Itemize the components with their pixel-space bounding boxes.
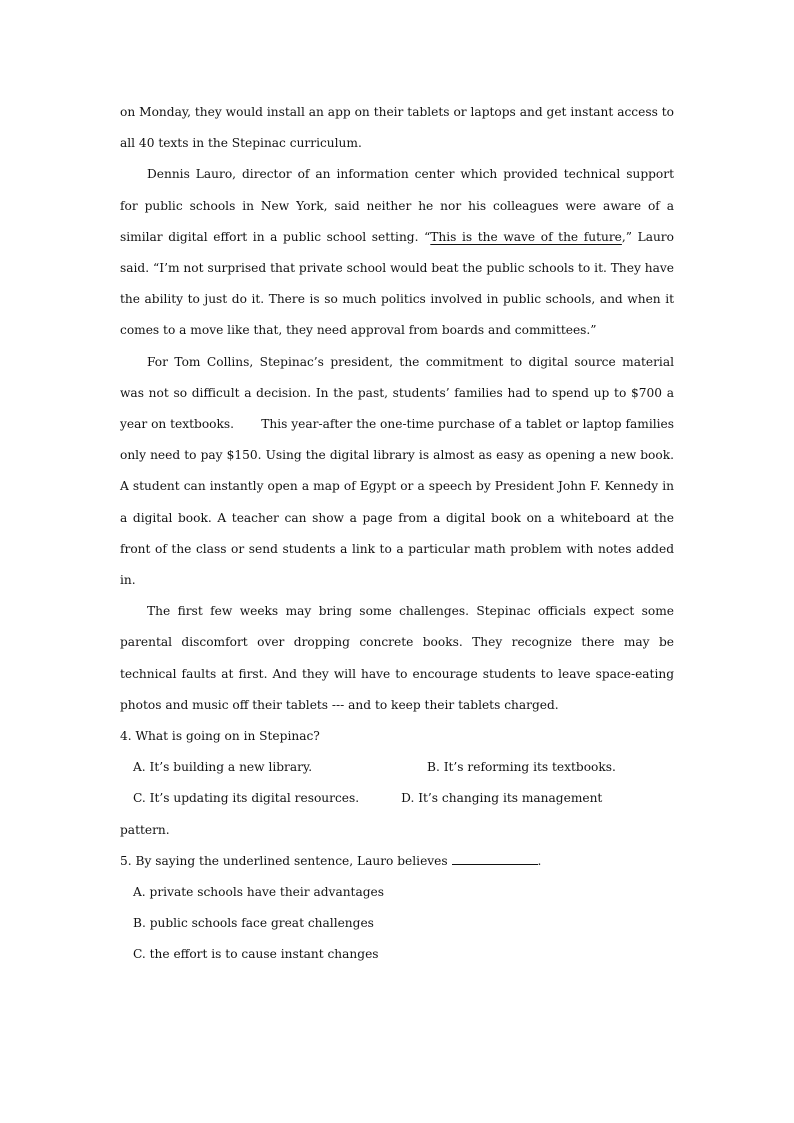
question-4-options-cd (120, 783, 674, 814)
paragraph-1: on Monday, they would install an app on their tablets or laptops and get instant access to all 40 texts in the Stepinac curriculum. (120, 105, 674, 151)
question-4-option-d-wrap: pattern. (120, 822, 170, 837)
question-4-option-b[interactable]: B. It’s reforming its textbooks. (427, 760, 616, 775)
question-5-option-c[interactable]: C. the effort is to cause instant changes (133, 947, 379, 962)
paragraph-2 (120, 159, 674, 346)
answer-blank (452, 852, 538, 865)
underlined-sentence: This is the wave of the future (430, 229, 622, 244)
question-5-option-a[interactable]: A. private schools have their advantages (133, 885, 384, 900)
paragraph-4: The first few weeks may bring some challenges. Stepinac officials expect some parental discomfort over dropping concrete books. They recognize there may be technical faults at first. And they will have to encourage students to leave space-eating photos and music off their tablets --- and to keep their tablets charged. (120, 604, 674, 712)
document-page (120, 97, 678, 971)
question-5-stem-text: 5. By saying the underlined sentence, Lauro believes (120, 853, 452, 868)
question-5-stem-end: . (537, 853, 542, 868)
question-5-stem (120, 846, 674, 877)
paragraph-3: For Tom Collins, Stepinac’s president, the commitment to digital source material was not so difficult a decision. In the past, students’ families had to spend up to $700 a year on textbooks. This year-after the one-time purchase of a tablet or laptop families only need to pay $150. Using the digital library is almost as easy as opening a new book. A student can instantly open a map of Egypt or a speech by President John F. Kennedy in a digital book. A teacher can show a page from a digital book on a whiteboard at the front of the class or send students a link to a particular math problem with notes added in. (120, 354, 678, 588)
question-4-options-ab (120, 752, 674, 783)
question-4-option-c[interactable]: C. It’s updating its digital resources. (133, 791, 360, 806)
question-4-stem: 4. What is going on in Stepinac? (120, 729, 320, 744)
paragraph-2-rest: ,” Lauro said. “I’m not surprised that private school would beat the public schools to it. They have the ability to just do it. There is so much politics involved in public schools, and when it comes to a move like that, they need approval from boards and committees.” (120, 229, 674, 338)
paragraph-2-text: Dennis Lauro, director of an information center which provided technical support for public schools in New York, said neither he nor his colleagues were aware of a similar digital effort in a public school setting. “ (120, 167, 674, 244)
question-4-option-a[interactable]: A. It’s building a new library. (133, 760, 313, 775)
question-4-option-d[interactable]: D. It’s changing its management (401, 791, 603, 806)
question-5-option-b[interactable]: B. public schools face great challenges (133, 916, 374, 931)
